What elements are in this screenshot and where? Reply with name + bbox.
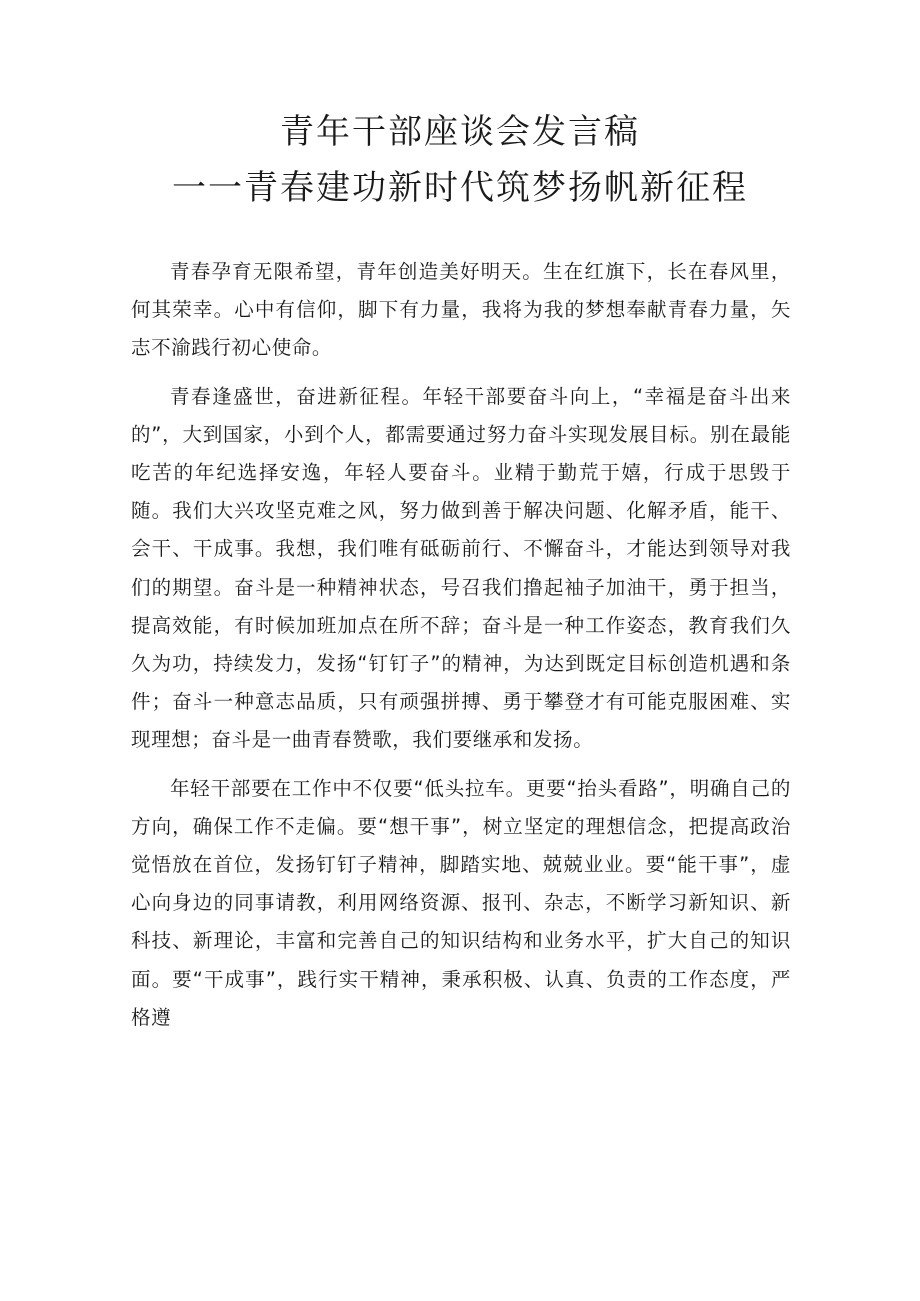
paragraph-2: 青春逢盛世，奋进新征程。年轻干部要奋斗向上，“幸福是奋斗出来的”，大到国家，小到个人，都需要通过努力奋斗实现发展目标。别在最能吃苦的年纪选择安逸，年轻人要奋斗。业精于勤荒于嬉，行成于思毁于随。我们大兴攻坚克难之风，努力做到善于解决问题、化解矛盾，能干、会干、干成事。我想，我们唯有砥砺前行、不懈奋斗，才能达到领导对我们的期望。奋斗是一种精神状态，号召我们撸起袖子加油干，勇于担当，提高效能，有时候加班加点在所不辞；奋斗是一种工作姿态，教育我们久久为功，持续发力，发扬“钉钉子”的精神，为达到既定目标创造机遇和条件；奋斗一种意志品质，只有顽强拼搏、勇于攀登才有可能克服困难、实现理想；奋斗是一曲青春赞歌，我们要继承和发扬。 — [131, 384, 791, 752]
document-title: 青年干部座谈会发言稿 — [280, 112, 640, 152]
document-subtitle: 一一青春建功新时代筑梦扬帆新征程 — [172, 168, 748, 208]
paragraph-1: 青春孕育无限希望，青年创造美好明天。生在红旗下，长在春风里，何其荣幸。心中有信仰，脚下有力量，我将为我的梦想奉献青春力量，矢志不渝践行初心使命。 — [131, 260, 791, 360]
document-body — [131, 253, 791, 1047]
paragraph-3: 年轻干部要在工作中不仅要“低头拉车。更要“抬头看路”，明确自己的方向，确保工作不走偏。要“想干事”，树立坚定的理想信念，把提高政治觉悟放在首位，发扬钉钉子精神，脚踏实地、兢兢业业。要“能干事”，虚心向身边的同事请教，利用网络资源、报刊、杂志，不断学习新知识、新科技、新理论，丰富和完善自己的知识结构和业务水平，扩大自己的知识面。要“干成事”，践行实干精神，秉承积极、认真、负责的工作态度，严格遵 — [131, 776, 791, 1029]
title-block — [0, 104, 920, 216]
